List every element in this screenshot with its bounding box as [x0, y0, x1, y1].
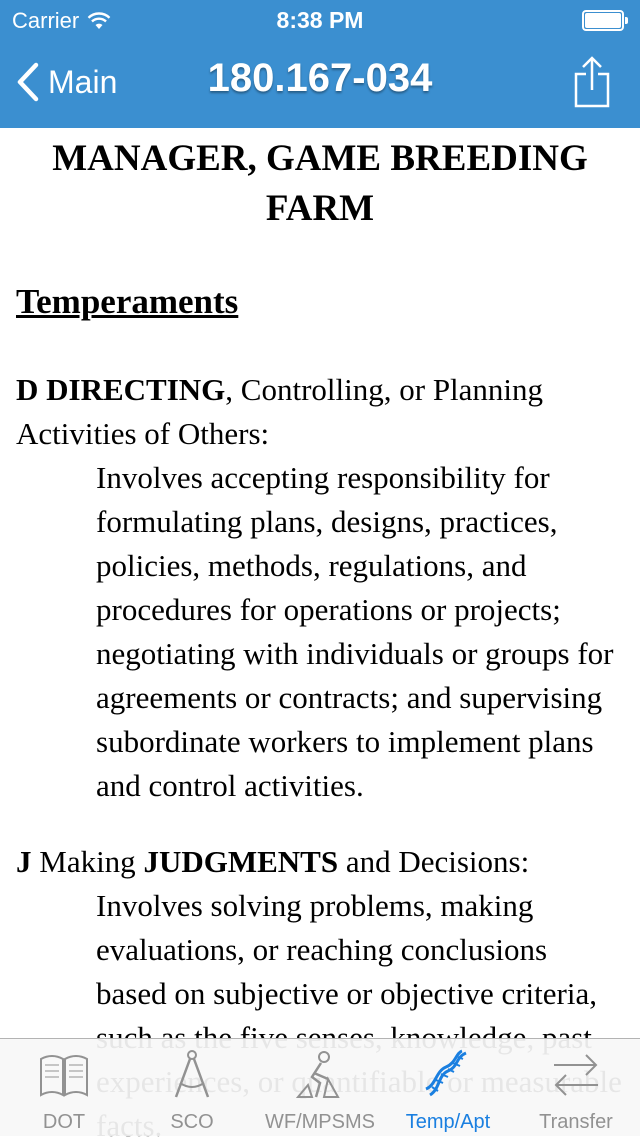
tab-label: Transfer	[539, 1111, 613, 1133]
worker-icon	[294, 1049, 346, 1101]
detail-content[interactable]	[0, 128, 640, 1038]
temperament-rest: , Controlling, or Planning Activities of Others:	[16, 372, 544, 451]
tab-wf-mpsms[interactable]	[256, 1039, 384, 1137]
page-title: 180.167-034	[207, 56, 433, 100]
tab-bar	[0, 1038, 640, 1136]
status-bar	[0, 0, 640, 40]
status-time: 8:38 PM	[276, 7, 364, 33]
compass-icon	[166, 1049, 218, 1101]
temperament-rest: and Decisions:	[338, 844, 530, 879]
tab-label: SCO	[170, 1111, 214, 1133]
tab-temp-apt[interactable]	[384, 1039, 512, 1137]
tab-label: WF/MPSMS	[265, 1111, 375, 1133]
book-icon	[38, 1049, 90, 1101]
battery-icon	[582, 10, 628, 31]
tab-transfer[interactable]	[512, 1039, 640, 1137]
temperament-heading	[16, 368, 624, 456]
temperament-heading	[16, 840, 624, 884]
job-title: MANAGER, GAME BREEDING FARM	[52, 138, 588, 229]
share-icon	[572, 56, 612, 108]
tab-dot[interactable]	[0, 1039, 128, 1137]
temperament-code: J	[16, 844, 32, 879]
temperament-keyword: JUDGMENTS	[143, 844, 339, 879]
carrier-label: Carrier	[12, 8, 80, 33]
tab-label: DOT	[42, 1111, 86, 1133]
app-header	[0, 0, 640, 128]
navigation-bar	[0, 40, 640, 128]
temperament-keyword-prefix: Making	[39, 844, 144, 879]
transfer-arrows-icon	[550, 1049, 602, 1101]
share-button[interactable]	[572, 56, 612, 108]
temperament-description: Involves solving problems, making evaluations, or reaching conclusions based on subjective or objective criteria,	[96, 888, 597, 1011]
temperament-directing	[0, 368, 640, 808]
temperament-keyword: DIRECTING	[46, 372, 226, 407]
tab-label: Temp/Apt	[405, 1111, 491, 1133]
back-label: Main	[48, 63, 118, 100]
dna-icon	[422, 1049, 474, 1101]
tab-sco[interactable]	[128, 1039, 256, 1137]
temperament-description: Involves accepting responsibility for formulating plans, designs, practices, policies, methods, regulations, and procedures for operations or projects; negotiating with individuals or groups for agreements or contracts; and supervising subordinate workers to implement plans and control activities.	[96, 460, 614, 803]
temperament-code: D	[16, 372, 39, 407]
section-heading: Temperaments	[16, 282, 239, 321]
